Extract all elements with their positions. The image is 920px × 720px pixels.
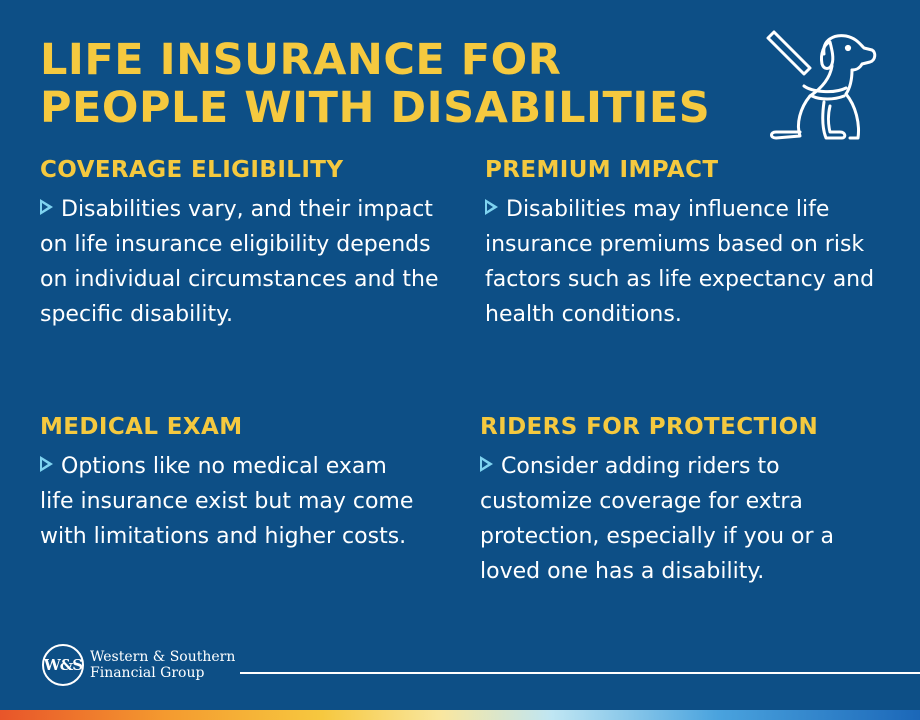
section-heading: COVERAGE ELIGIBILITY: [40, 157, 344, 183]
section-body-text: Disabilities vary, and their impact on life insurance eligibility depends on individual circumstances and the specific disability.: [40, 197, 439, 327]
section-medical-exam: [40, 413, 420, 554]
section-riders-for-protection: [480, 413, 880, 589]
triangle-bullet-icon: [40, 456, 53, 472]
page-title: [40, 36, 710, 132]
footer-divider: [240, 672, 920, 674]
section-body: [40, 449, 420, 554]
section-heading: MEDICAL EXAM: [40, 414, 243, 440]
triangle-bullet-icon: [40, 199, 53, 215]
section-premium-impact: [485, 156, 875, 332]
section-heading: PREMIUM IMPACT: [485, 157, 719, 183]
logo-text: [90, 649, 235, 681]
title-line-2: PEOPLE WITH DISABILITIES: [40, 83, 711, 133]
logo-mark: W&S: [42, 644, 84, 686]
section-heading: RIDERS FOR PROTECTION: [480, 414, 819, 440]
logo-line-2: Financial Group: [90, 665, 205, 681]
section-body-text: Disabilities may influence life insurance premiums based on risk factors such as life expectancy and health conditions.: [485, 197, 875, 327]
section-body-text: Consider adding riders to customize coverage for extra protection, especially if you or a loved one has a disability.: [480, 454, 835, 584]
logo-line-1: Western & Southern: [90, 649, 236, 665]
title-line-1: LIFE INSURANCE FOR: [40, 35, 562, 85]
company-logo: [42, 644, 235, 686]
triangle-bullet-icon: [485, 199, 498, 215]
section-body: [485, 192, 875, 332]
section-body-text: Options like no medical exam life insurance exist but may come with limitations and higher costs.: [40, 454, 414, 549]
section-body: [40, 192, 440, 332]
service-dog-icon: [760, 28, 880, 146]
triangle-bullet-icon: [480, 456, 493, 472]
gradient-footer-bar: [0, 710, 920, 720]
section-body: [480, 449, 880, 589]
section-coverage-eligibility: [40, 156, 440, 332]
